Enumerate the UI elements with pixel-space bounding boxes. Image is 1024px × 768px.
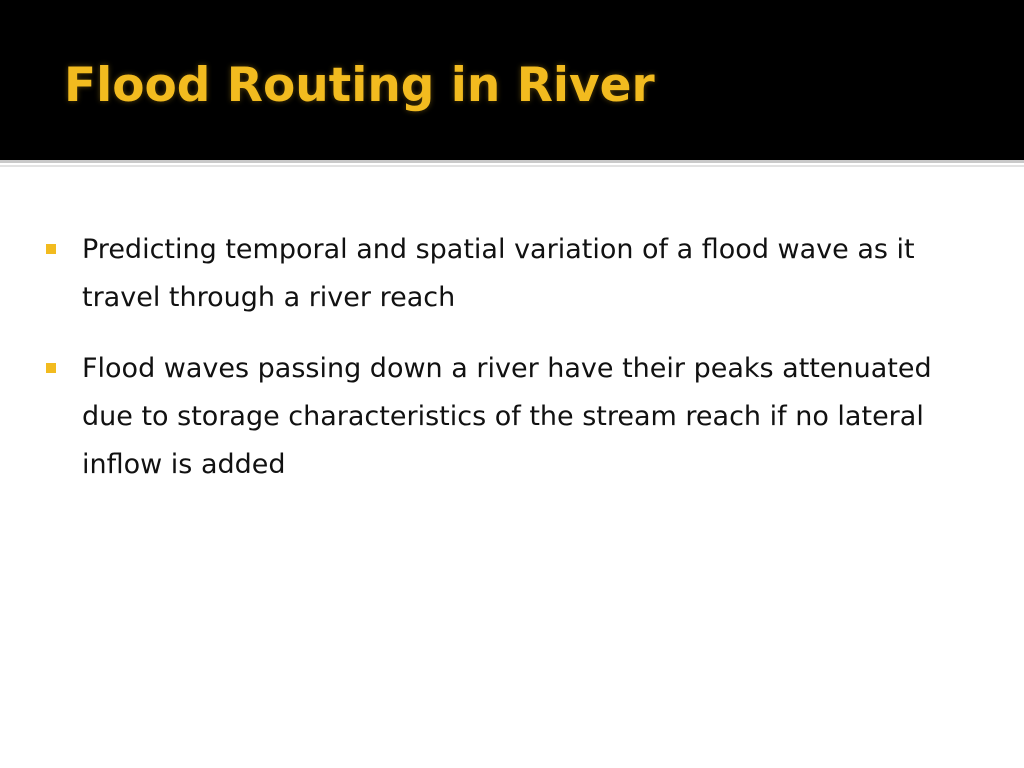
bullet-item — [46, 226, 946, 322]
bullet-list — [46, 226, 946, 512]
title-divider-shadow — [0, 165, 1024, 167]
title-divider — [0, 160, 1024, 163]
bullet-item — [46, 345, 946, 489]
bullet-text: Predicting temporal and spatial variation of a flood wave as it travel through a river reach — [82, 234, 915, 313]
square-bullet-icon — [46, 363, 56, 373]
square-bullet-icon — [46, 244, 56, 254]
bullet-text: Flood waves passing down a river have their peaks attenuated due to storage characteristics of the stream reach if no lateral inflow is added — [82, 353, 932, 480]
slide-title: Flood Routing in River — [64, 58, 655, 113]
title-bar — [0, 0, 1024, 160]
